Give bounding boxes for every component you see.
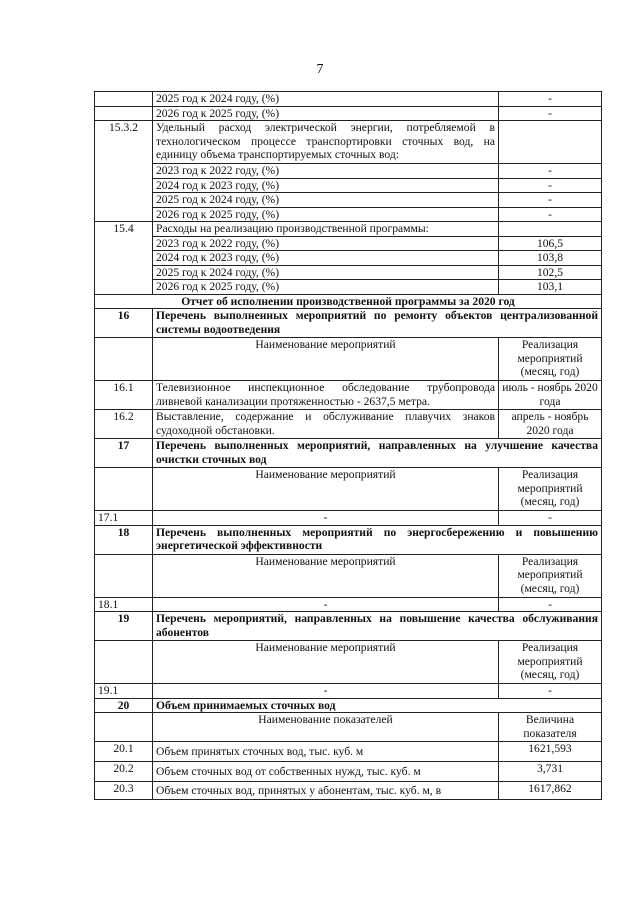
- table-row: [95, 193, 602, 208]
- table-row: [95, 381, 602, 410]
- section-header-row: [95, 525, 602, 554]
- column-header-row: [95, 338, 602, 381]
- row-value: 1617,862: [499, 782, 602, 800]
- column-header-row: [95, 468, 602, 511]
- row-value: -: [499, 684, 602, 699]
- section-number: 16: [95, 309, 153, 338]
- table-row: [95, 207, 602, 222]
- page-number: 7: [316, 62, 324, 77]
- section-header-row: [95, 698, 602, 713]
- table-row: [95, 511, 602, 526]
- column-header-name: Наименование мероприятий: [153, 641, 499, 684]
- row-text: -: [153, 684, 499, 699]
- row-number: [95, 338, 153, 381]
- row-text: 2026 год к 2025 году, (%): [153, 280, 499, 295]
- section-title: Перечень выполненных мероприятий по энергосбережению и повышению энергетической эффективности: [153, 525, 602, 554]
- row-number: [95, 468, 153, 511]
- section-number: 18: [95, 525, 153, 554]
- row-text: 2026 год к 2025 году, (%): [153, 207, 499, 222]
- row-text: Объем сточных вод, принятых у абонентам, тыс. куб. м, в: [153, 782, 499, 800]
- row-value: [499, 121, 602, 164]
- production-program-table: [94, 91, 602, 800]
- section-title: Перечень мероприятий, направленных на повышение качества обслуживания абонентов: [153, 612, 602, 641]
- table-row: [95, 251, 602, 266]
- report-title: Отчет об исполнении производственной программы за 2020 год: [95, 294, 602, 309]
- row-text: 2023 год к 2022 году, (%): [153, 164, 499, 179]
- row-number: 17.1: [95, 511, 153, 526]
- section-number: 20: [95, 698, 153, 713]
- row-number: [95, 106, 153, 121]
- row-number: [95, 92, 153, 107]
- row-number: 20.2: [95, 762, 153, 782]
- column-header-row: [95, 713, 602, 742]
- row-value: 3,731: [499, 762, 602, 782]
- row-number: [95, 554, 153, 597]
- row-text: 2025 год к 2024 году, (%): [153, 92, 499, 107]
- row-number: [95, 641, 153, 684]
- section-title: Перечень выполненных мероприятий, направленных на улучшение качества очистки сточных вод: [153, 439, 602, 468]
- table-row: [95, 782, 602, 800]
- table-row: [95, 742, 602, 762]
- row-value: -: [499, 106, 602, 121]
- column-header-value: Реализация мероприятий (месяц, год): [499, 468, 602, 511]
- row-number: 18.1: [95, 597, 153, 612]
- row-text: -: [153, 511, 499, 526]
- row-number: [95, 713, 153, 742]
- row-value: -: [499, 164, 602, 179]
- section-number: 19: [95, 612, 153, 641]
- table-row: [95, 222, 602, 237]
- row-value: апрель - ноябрь 2020 года: [499, 410, 602, 439]
- row-number: 19.1: [95, 684, 153, 699]
- row-text: 2025 год к 2024 году, (%): [153, 265, 499, 280]
- column-header-name: Наименование мероприятий: [153, 338, 499, 381]
- row-text: 2025 год к 2024 году, (%): [153, 193, 499, 208]
- row-text: Объем принятых сточных вод, тыс. куб. м: [153, 742, 499, 762]
- table-row: [95, 265, 602, 280]
- row-number: 20.1: [95, 742, 153, 762]
- row-value: 1621,593: [499, 742, 602, 762]
- column-header-row: [95, 641, 602, 684]
- row-value: 103,8: [499, 251, 602, 266]
- table-row: [95, 762, 602, 782]
- table-row: [95, 106, 602, 121]
- table-row: [95, 178, 602, 193]
- row-value: -: [499, 178, 602, 193]
- row-text: 2023 год к 2022 году, (%): [153, 236, 499, 251]
- section-header-row: [95, 439, 602, 468]
- row-number: 16.2: [95, 410, 153, 439]
- row-number: 15.3.2: [95, 121, 153, 222]
- row-value: 103,1: [499, 280, 602, 295]
- row-text: Выставление, содержание и обслуживание плавучих знаков судоходной обстановки.: [153, 410, 499, 439]
- row-value: [499, 222, 602, 237]
- row-text: Телевизионное инспекционное обследование трубопровода ливневой канализации протяженностью - 2637,5 метра.: [153, 381, 499, 410]
- section-number: 17: [95, 439, 153, 468]
- table-row: [95, 684, 602, 699]
- row-value: -: [499, 597, 602, 612]
- section-header-row: [95, 309, 602, 338]
- table-row: [95, 164, 602, 179]
- column-header-value: Реализация мероприятий (месяц, год): [499, 641, 602, 684]
- row-text: 2024 год к 2023 году, (%): [153, 251, 499, 266]
- column-header-value: Реализация мероприятий (месяц, год): [499, 338, 602, 381]
- section-title: Объем принимаемых сточных вод: [153, 698, 602, 713]
- table-row: [95, 236, 602, 251]
- column-header-name: Наименование мероприятий: [153, 468, 499, 511]
- row-text: 2026 год к 2025 году, (%): [153, 106, 499, 121]
- table-row: [95, 121, 602, 164]
- row-number: 20.3: [95, 782, 153, 800]
- row-value: -: [499, 193, 602, 208]
- column-header-name: Наименование показателей: [153, 713, 499, 742]
- row-value: 106,5: [499, 236, 602, 251]
- row-text: Удельный расход электрической энергии, потребляемой в технологическом процессе транспортировки сточных вод, на единицу объема транспортируемых сточных вод:: [153, 121, 499, 164]
- table-row: [95, 294, 602, 309]
- row-number: 15.4: [95, 222, 153, 295]
- section-header-row: [95, 612, 602, 641]
- table-row: [95, 92, 602, 107]
- table-row: [95, 280, 602, 295]
- column-header-name: Наименование мероприятий: [153, 554, 499, 597]
- row-value: июль - ноябрь 2020 года: [499, 381, 602, 410]
- row-value: -: [499, 511, 602, 526]
- row-text: 2024 год к 2023 году, (%): [153, 178, 499, 193]
- row-value: -: [499, 207, 602, 222]
- row-text: Расходы на реализацию производственной программы:: [153, 222, 499, 237]
- row-value: -: [499, 92, 602, 107]
- table-row: [95, 597, 602, 612]
- row-text: Объем сточных вод от собственных нужд, тыс. куб. м: [153, 762, 499, 782]
- column-header-value: Величина показателя: [499, 713, 602, 742]
- row-value: 102,5: [499, 265, 602, 280]
- table-row: [95, 410, 602, 439]
- column-header-row: [95, 554, 602, 597]
- column-header-value: Реализация мероприятий (месяц, год): [499, 554, 602, 597]
- row-text: -: [153, 597, 499, 612]
- row-number: 16.1: [95, 381, 153, 410]
- section-title: Перечень выполненных мероприятий по ремонту объектов централизованной системы водоотведения: [153, 309, 602, 338]
